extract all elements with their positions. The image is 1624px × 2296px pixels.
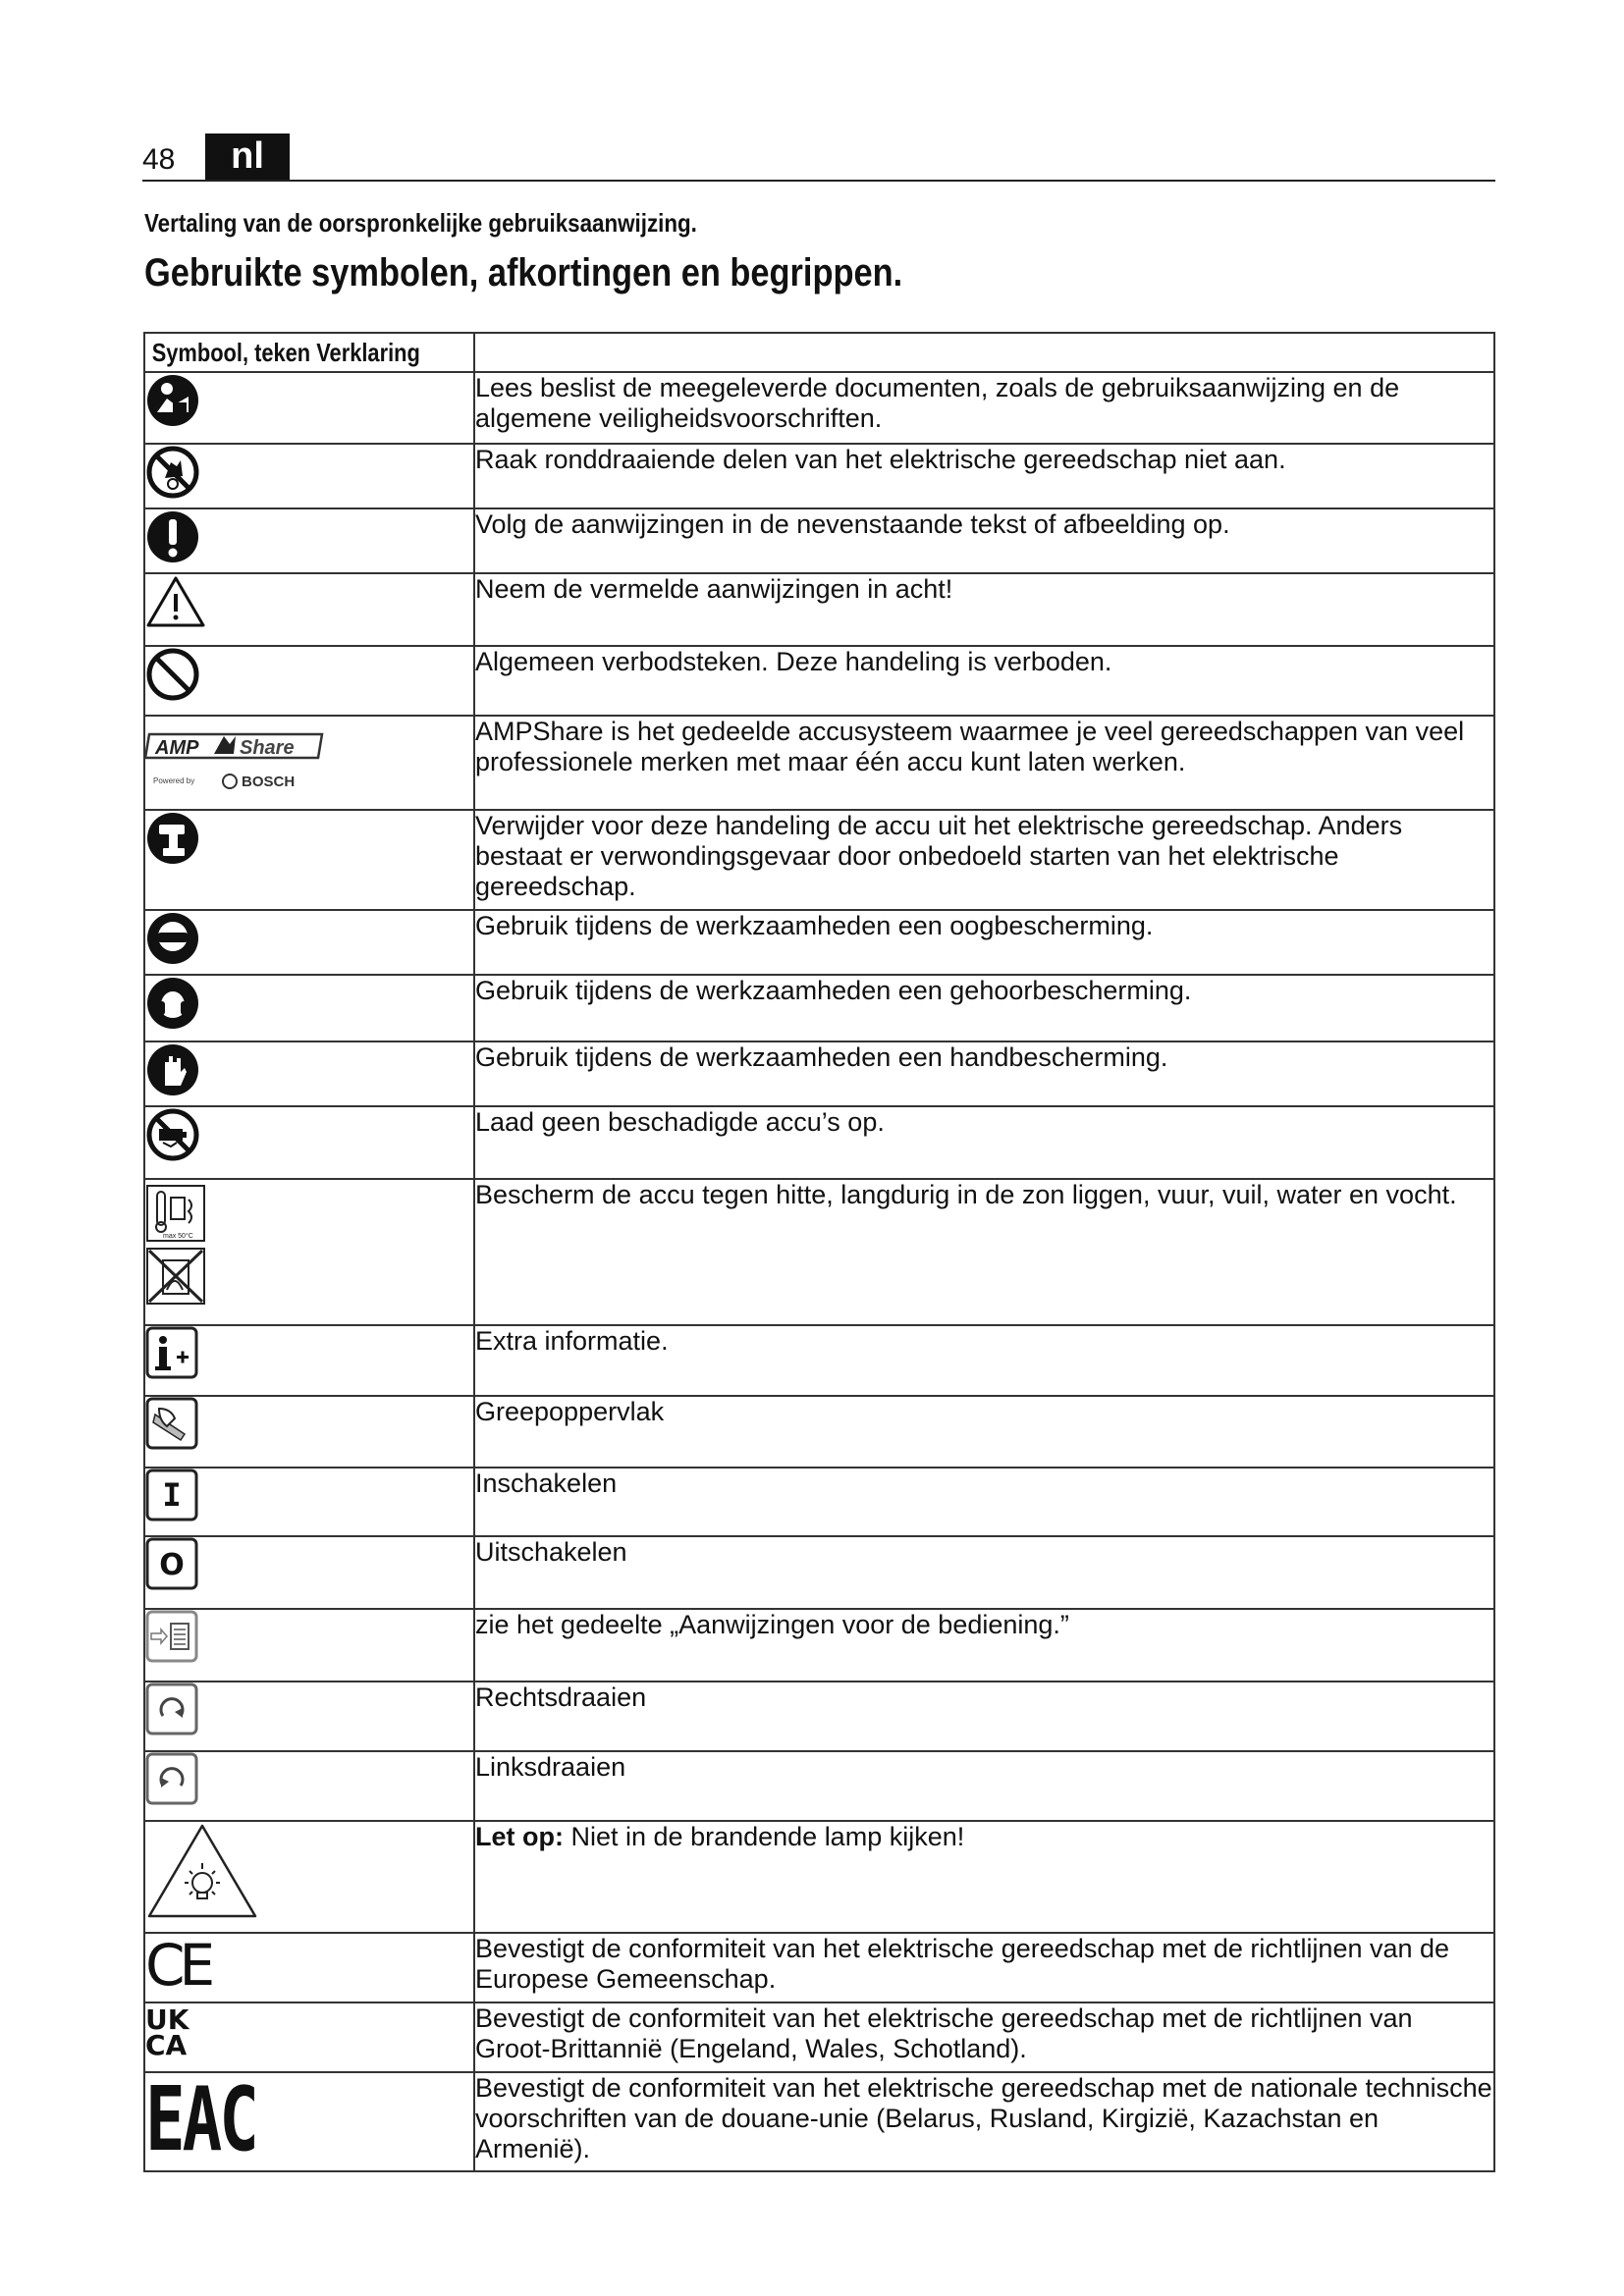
- table-row: [144, 1536, 1494, 1609]
- table-row: [144, 810, 1494, 910]
- symbols-table: [143, 332, 1495, 2172]
- page-header: [142, 133, 1495, 183]
- symbol-cell: [144, 1396, 474, 1468]
- explanation-cell: Gebruik tijdens de werkzaamheden een handbescherming.: [474, 1041, 1494, 1106]
- table-row: [144, 2072, 1494, 2171]
- explanation-cell: Linksdraaien: [474, 1751, 1494, 1821]
- table-row: [144, 2002, 1494, 2072]
- note-label: Let op:: [475, 1822, 564, 1851]
- explanation-cell: AMPShare is het gedeelde accusysteem waarmee je veel gereedschappen van veel professionele merken met maar één accu kunt laten werken.: [474, 716, 1494, 810]
- explanation-cell: Bevestigt de conformiteit van het elektrische gereedschap met de richtlijnen van de Europese Gemeenschap.: [474, 1933, 1494, 2002]
- ukca-mark: [145, 2003, 473, 2061]
- document-subtitle: Vertaling van de oorspronkelijke gebruiksaanwijzing.: [144, 208, 697, 238]
- symbol-cell: [144, 1821, 474, 1933]
- symbol-cell: [144, 508, 474, 573]
- table-header-cell: [144, 333, 474, 372]
- table-row: [144, 1933, 1494, 2002]
- table-row: [144, 646, 1494, 716]
- symbol-cell: [144, 372, 474, 444]
- ampshare-powered-by: Powered by: [153, 776, 195, 785]
- table-row: [144, 1468, 1494, 1536]
- eac-mark: EAC: [145, 2068, 256, 2171]
- explanation-cell: Verwijder voor deze handeling de accu uit het elektrische gereedschap. Anders bestaat er verwondingsgevaar door onbedoeld starten van het elektrische gereedschap.: [474, 810, 1494, 910]
- table-row: [144, 1396, 1494, 1468]
- table-header-empty-cell: [474, 333, 1494, 372]
- table-row: [144, 1751, 1494, 1821]
- explanation-cell: Laad geen beschadigde accu’s op.: [474, 1106, 1494, 1179]
- table-row: [144, 716, 1494, 810]
- table-row: [144, 573, 1494, 646]
- symbol-cell: [144, 2002, 474, 2072]
- table-row: [144, 910, 1494, 975]
- language-tag: nl: [205, 133, 290, 181]
- switch-on-icon: [145, 1468, 198, 1522]
- page-title: Gebruikte symbolen, afkortingen en begrippen.: [144, 251, 903, 294]
- table-row: [144, 975, 1494, 1041]
- explanation-cell: Volg de aanwijzingen in de nevenstaande tekst of afbeelding op.: [474, 508, 1494, 573]
- switch-on-glyph: I: [162, 1476, 182, 1514]
- explanation-cell: Gebruik tijdens de werkzaamheden een gehoorbescherming.: [474, 975, 1494, 1041]
- symbol-cell: [144, 1609, 474, 1682]
- read-manual-icon: [145, 373, 200, 428]
- symbol-cell: [144, 1933, 474, 2002]
- symbol-cell: [144, 1041, 474, 1106]
- symbol-cell: [144, 1536, 474, 1609]
- symbol-cell: [144, 1468, 474, 1536]
- symbol-cell: [144, 716, 474, 810]
- table-row: [144, 1325, 1494, 1396]
- table-row: [144, 1106, 1494, 1179]
- see-instructions-icon: [145, 1610, 198, 1663]
- explanation-cell: Bevestigt de conformiteit van het elektrische gereedschap met de richtlijnen van Groot-Brittannië (Engeland, Wales, Schotland).: [474, 2002, 1494, 2072]
- ukca-mark-line-2: CA: [145, 2029, 188, 2061]
- explanation-cell: Inschakelen: [474, 1468, 1494, 1536]
- symbol-cell: [144, 975, 474, 1041]
- warning-triangle-icon: [145, 574, 206, 629]
- symbol-cell: [144, 1106, 474, 1179]
- grip-surface-icon: [145, 1397, 198, 1450]
- page-number: 48: [142, 143, 176, 176]
- table-header-row: [144, 333, 1494, 372]
- prohibition-icon: [145, 647, 200, 702]
- explanation-cell: Greepoppervlak: [474, 1396, 1494, 1468]
- explanation-cell: Rechtsdraaien: [474, 1682, 1494, 1751]
- symbol-cell: [144, 810, 474, 910]
- table-header-label: Symbool, teken Verklaring: [151, 338, 420, 367]
- ear-protection-icon: [145, 976, 200, 1031]
- eye-protection-icon: [145, 911, 200, 966]
- ampshare-logo-text: AMP: [155, 737, 199, 759]
- table-row: [144, 1609, 1494, 1682]
- table-row: [144, 1041, 1494, 1106]
- symbol-cell: [144, 1179, 474, 1325]
- explanation-cell: Neem de vermelde aanwijzingen in acht!: [474, 573, 1494, 646]
- explanation-cell: Gebruik tijdens de werkzaamheden een oogbescherming.: [474, 910, 1494, 975]
- symbol-cell: [144, 646, 474, 716]
- explanation-cell: Lees beslist de meegeleverde documenten, zoals de gebruiksaanwijzing en de algemene veiligheidsvoorschriften.: [474, 372, 1494, 444]
- temp-label: max 50°C: [163, 1233, 193, 1240]
- ce-mark: CE: [145, 1932, 210, 1999]
- note-text: Niet in de brandende lamp kijken!: [570, 1822, 965, 1851]
- table-row: [144, 1179, 1494, 1325]
- explanation-cell: Uitschakelen: [474, 1536, 1494, 1609]
- rotate-clockwise-icon: [145, 1682, 198, 1735]
- symbol-cell: [144, 2068, 474, 2171]
- table-row: [144, 444, 1494, 508]
- explanation-cell: Bevestigt de conformiteit van het elektrische gereedschap met de nationale technische voorschriften van de douane-unie (Belarus, Rusland, Kirgizië, Kazachstan en Armenië).: [474, 2072, 1494, 2171]
- battery-protect-icon: [145, 1180, 208, 1308]
- ampshare-brand: BOSCH: [242, 774, 296, 790]
- symbol-cell: [144, 1682, 474, 1751]
- hand-protection-icon: [145, 1042, 200, 1097]
- table-row: [144, 372, 1494, 444]
- explanation-cell: [474, 1821, 1494, 1933]
- table-row: [144, 1682, 1494, 1751]
- symbol-cell: [144, 1325, 474, 1396]
- ampshare-logo: [145, 717, 332, 793]
- no-charge-damaged-battery-icon: [145, 1107, 200, 1162]
- ukca-mark-line-1: UK: [145, 2003, 189, 2036]
- info-plus-icon: [145, 1326, 198, 1379]
- lamp-warning-icon: [145, 1822, 259, 1920]
- explanation-cell: Raak ronddraaiende delen van het elektrische gereedschap niet aan.: [474, 444, 1494, 508]
- switch-off-icon: [145, 1537, 198, 1590]
- remove-battery-icon: [145, 811, 200, 866]
- rotate-counterclockwise-icon: [145, 1752, 198, 1805]
- ampshare-logo-text-2: Share: [240, 737, 295, 759]
- table-row: [144, 1821, 1494, 1933]
- table-row: [144, 508, 1494, 573]
- no-touch-rotating-icon: [145, 445, 200, 500]
- explanation-cell: Extra informatie.: [474, 1325, 1494, 1396]
- symbol-cell: [144, 1751, 474, 1821]
- explanation-cell: Bescherm de accu tegen hitte, langdurig in de zon liggen, vuur, vuil, water en vocht.: [474, 1179, 1494, 1325]
- symbol-cell: [144, 573, 474, 646]
- header-divider: [142, 180, 1495, 182]
- explanation-cell: zie het gedeelte „Aanwijzingen voor de bediening.”: [474, 1609, 1494, 1682]
- exclamation-icon: [145, 509, 200, 564]
- explanation-cell: Algemeen verbodsteken. Deze handeling is verboden.: [474, 646, 1494, 716]
- symbol-cell: [144, 910, 474, 975]
- symbol-cell: [144, 444, 474, 508]
- switch-off-glyph: O: [159, 1548, 185, 1582]
